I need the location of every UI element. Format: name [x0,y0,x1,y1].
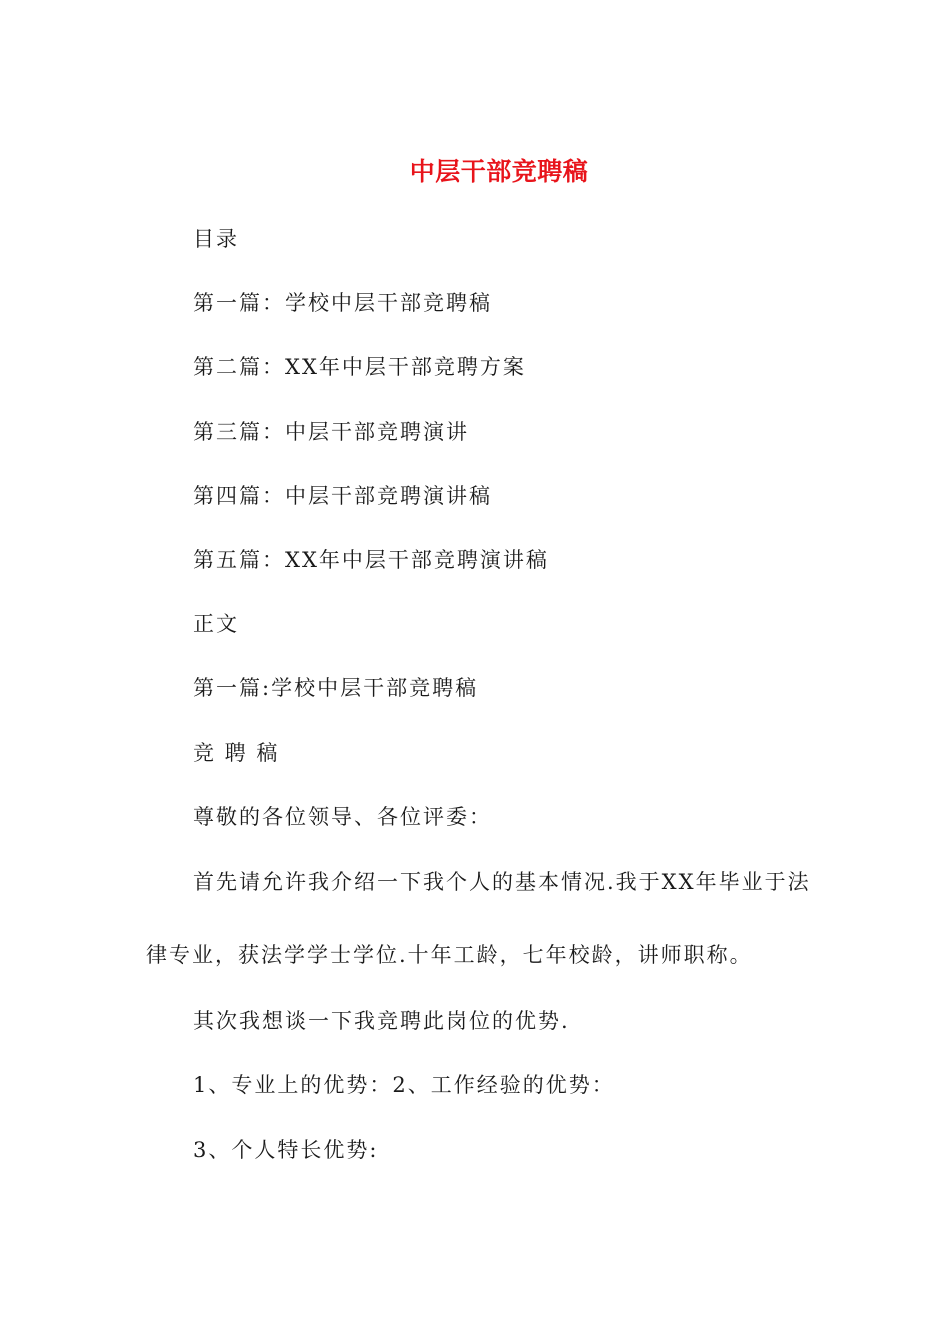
paragraph-line-1: 首先请允许我介绍一下我个人的基本情况.我于XX年毕业于法 [193,870,811,894]
paragraph-line-2: 律专业，获法学学士学位.十年工龄，七年校龄，讲师职称。 [146,943,753,967]
toc-item-4: 第四篇：中层干部竞聘演讲稿 [193,484,492,508]
toc-item-3: 第三篇：中层干部竞聘演讲 [193,420,469,444]
advantages-list-1: 1、专业上的优势：2、工作经验的优势： [193,1073,615,1097]
document-title: 中层干部竞聘稿 [409,157,589,186]
body-heading: 正文 [193,612,239,636]
toc-item-1: 第一篇：学校中层干部竞聘稿 [193,291,492,315]
toc-item-5: 第五篇：XX年中层干部竞聘演讲稿 [193,548,549,572]
speech-title: 竞 聘 稿 [193,741,280,765]
paragraph-advantages-intro: 其次我想谈一下我竞聘此岗位的优势. [193,1009,570,1033]
section-heading: 第一篇:学校中层干部竞聘稿 [193,676,479,700]
toc-item-2: 第二篇：XX年中层干部竞聘方案 [193,355,526,379]
toc-heading: 目录 [193,227,239,251]
advantages-list-2: 3、个人特长优势: [193,1138,379,1162]
salutation: 尊敬的各位领导、各位评委： [193,805,492,829]
